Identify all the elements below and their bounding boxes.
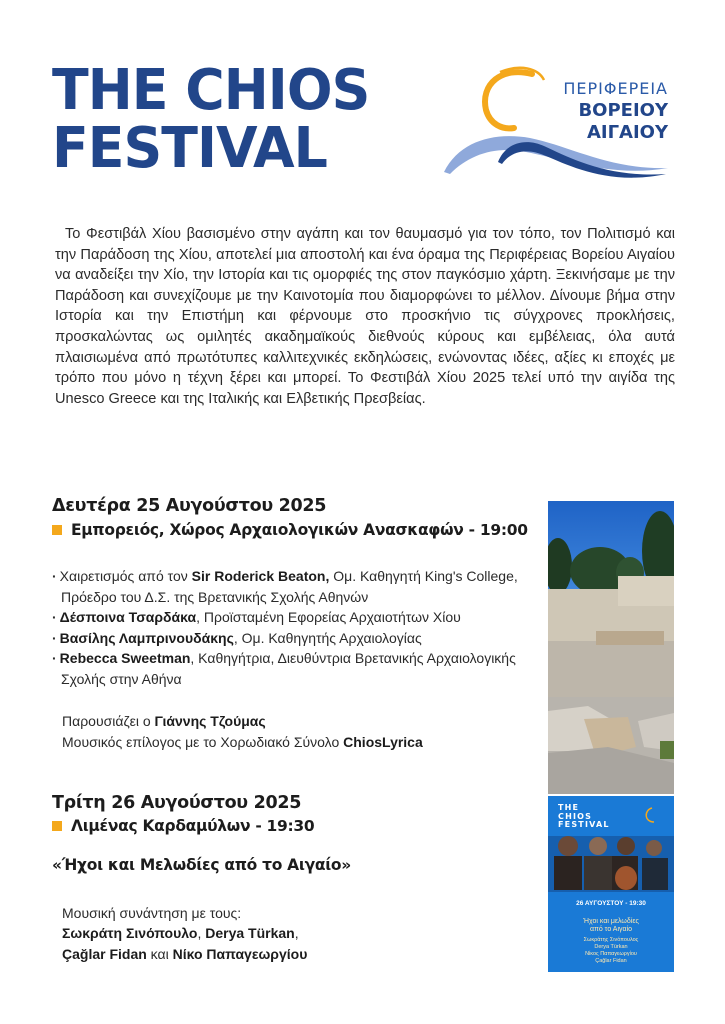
region-logo: [440, 62, 680, 192]
poster-subtitle-line: από το Αιγαίο: [589, 926, 633, 933]
speaker-name: Βασίλης Λαμπρινουδάκης: [59, 629, 234, 646]
day2-event-title: «Ήχοι και Μελωδίες από το Αιγαίο»: [52, 856, 351, 874]
artists-line-1: [62, 923, 299, 944]
meeting-line: Μουσική συνάντηση με τους:: [62, 905, 242, 921]
poster-date: 26 ΑΥΓΟΥΣΤΟΥ - 19:30: [576, 900, 646, 907]
day1-speakers-list: [52, 566, 532, 689]
poster-name: Νίκος Παπαγεωργίου: [585, 951, 637, 957]
conjunction: και: [146, 946, 173, 962]
speaker-item: [52, 648, 532, 689]
concert-poster: [548, 796, 674, 972]
speaker-item: [52, 628, 532, 649]
speaker-name: Rebecca Sweetman: [59, 650, 191, 666]
presenter-name: Γιάννης Τζούμας: [154, 713, 266, 729]
artists-line-2: [62, 944, 307, 965]
poster-name: Çağlar Fidan: [595, 958, 627, 964]
archaeological-site-photo: [548, 501, 674, 794]
day2-date: Τρίτη 26 Αυγούστου 2025: [52, 793, 302, 813]
logo-line-2: ΒΟΡΕΙΟΥ: [578, 100, 668, 121]
poster-title-line: THE: [558, 803, 580, 812]
speaker-item: [52, 607, 532, 628]
speaker-name: Sir Roderick Beaton,: [191, 568, 330, 584]
poster-subtitle-line: Ήχοι και μελωδίες: [583, 918, 639, 925]
artist-name: Derya Türkan: [205, 925, 295, 941]
artist-name: Σωκράτη Σινόπουλο: [62, 925, 198, 941]
speaker-role: Ομ. Καθηγητή King's College, Πρόεδρο του Δ.Σ. της Βρετανικής Σχολής Αθηνών: [61, 568, 518, 605]
day1-venue: [52, 521, 528, 539]
day2-venue-text: Λιμένας Καρδαμύλων - 19:30: [71, 817, 315, 835]
day2-venue: [52, 817, 314, 835]
title-line-2: FESTIVAL: [52, 116, 327, 181]
speaker-role: , Καθηγήτρια, Διευθύντρια Βρετανικής Αρχαιολογικής Σχολής στην Αθήνα: [61, 650, 516, 687]
separator: ,: [197, 925, 206, 941]
artist-name: Νίκο Παπαγεωργίου: [172, 946, 308, 962]
choir-name: ChiosLyrica: [343, 734, 423, 750]
poster-title-line: CHIOS: [558, 811, 593, 821]
presenter-prefix: Παρουσιάζει ο: [62, 713, 155, 729]
speaker-role: , Ομ. Καθηγητής Αρχαιολογίας: [233, 629, 422, 646]
speaker-role: , Προϊσταμένη Εφορείας Αρχαιοτήτων Χίου: [196, 609, 461, 625]
separator: ,: [294, 925, 299, 941]
epilogue-line: [62, 732, 423, 753]
logo-line-3: ΑΙΓΑΙΟΥ: [586, 122, 668, 143]
poster-title-line: FESTIVAL: [558, 820, 610, 829]
bullet-square-icon: [52, 525, 62, 535]
logo-line-1: ΠΕΡΙΦΕΡΕΙΑ: [563, 79, 668, 98]
poster-names: [548, 937, 674, 965]
artist-name: Çağlar Fidan: [62, 946, 147, 962]
speaker-item: [52, 566, 532, 607]
title-line-1: THE CHIOS: [52, 58, 370, 123]
poster-name: Σωκράτης Σινόπουλος: [583, 937, 639, 943]
intro-paragraph: Το Φεστιβάλ Χίου βασισμένο στην αγάπη και τον θαυμασμό για τον τόπο, τον Πολιτισμό και την Παράδοση της Χίου, αποτελεί μια αποστολή και ένα όραμα της Περιφέρειας Βορείου Αιγαίου να αναδείξει την Χίο, την Ιστορία και τις ομορφιές της στον παγκόσμιο χάρτη. Ξεκινήσαμε με την Παράδοση και συνεχίζουμε με την Καινοτομία που διαμορφώνει το μέλλον. Δίνουμε βήμα στην Ιστορία και την Επιστήμη και φέρνουμε στο προσκήνιο τις σύγχρονες προκλήσεις, προσκαλώντας ως ομιλητές ακαδημαϊκούς διεθνούς κύρους και εμβέλειας, όλα αυτά πλαισιωμένα από πρωτότυπες καλλιτεχνικές εκδηλώσεις, ενώνοντας ιδέες, αξίες κι εποχές με τρόπο που μόνο η τέχνη ξέρει και μπορεί. Το Φεστιβάλ Χίου 2025 τελεί υπό την αιγίδα της Unesco Greece και της Ιταλικής και Ελβετικής Πρεσβείας.: [55, 226, 675, 407]
festival-title: [52, 58, 370, 181]
poster-subtitle: [548, 918, 674, 934]
bullet-square-icon: [52, 821, 62, 831]
speaker-name: Δέσποινα Τσαρδάκα: [59, 609, 197, 625]
poster-name: Derya Türkan: [594, 944, 628, 950]
presenter-line: [62, 711, 266, 732]
epilogue-prefix: Μουσικός επίλογος με το Χορωδιακό Σύνολο: [62, 734, 344, 750]
day1-date: Δευτέρα 25 Αυγούστου 2025: [52, 496, 327, 516]
speaker-prefix: Χαιρετισμός από τον: [59, 568, 192, 584]
poster-title: [558, 804, 610, 830]
day1-venue-text: Εμπορειός, Χώρος Αρχαιολογικών Ανασκαφών - 19:00: [71, 521, 528, 539]
